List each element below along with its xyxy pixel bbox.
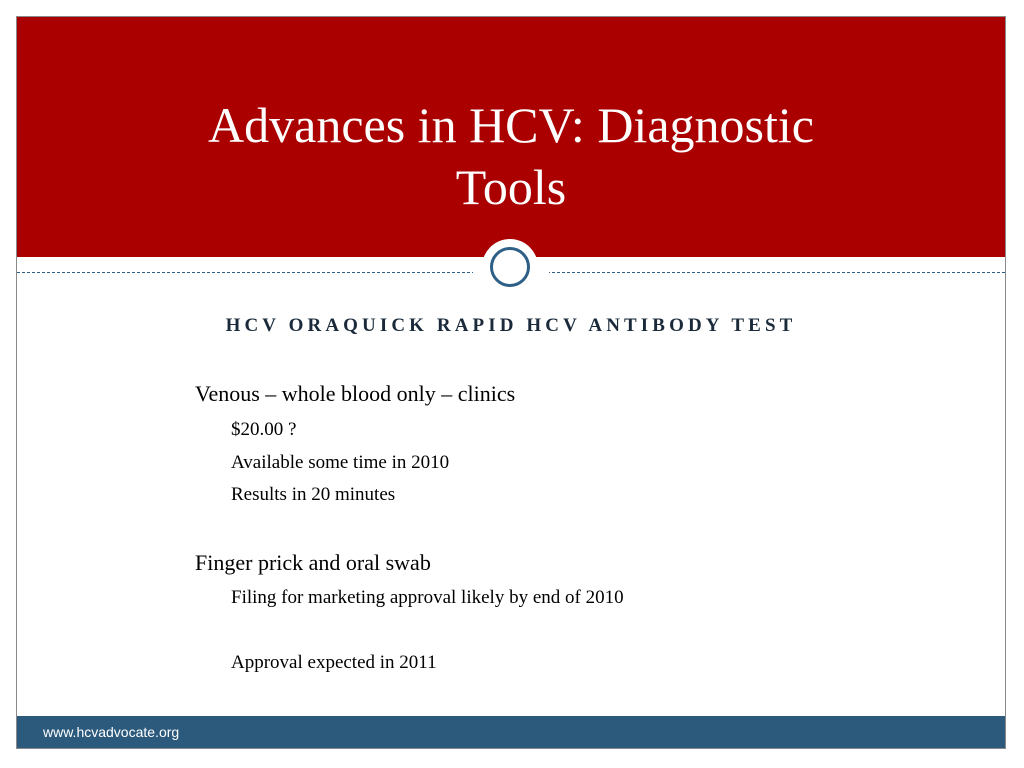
bullet-approval: Approval expected in 2011 <box>231 652 437 673</box>
bullet-finger-prick: Finger prick and oral swab <box>195 550 431 575</box>
slide-title-line-1: Advances in HCV: Diagnostic <box>208 97 814 153</box>
bullet-venous: Venous – whole blood only – clinics <box>195 381 516 406</box>
title-band <box>17 17 1005 257</box>
bullet-price: $20.00 ? <box>231 419 297 440</box>
slide-title-line-2: Tools <box>455 159 567 215</box>
circle-ornament-icon <box>490 247 530 287</box>
footer-url-link[interactable]: www.hcvadvocate.org <box>43 724 180 740</box>
slide-subtitle: HCV ORAQUICK RAPID HCV ANTIBODY TEST <box>225 315 797 336</box>
slide <box>16 16 1006 749</box>
bullet-results-time: Results in 20 minutes <box>231 484 396 505</box>
footer-band <box>17 716 1005 748</box>
bullet-availability: Available some time in 2010 <box>231 452 450 473</box>
bullet-filing: Filing for marketing approval likely by end of 2010 <box>231 587 624 608</box>
slide-title <box>17 94 1005 218</box>
